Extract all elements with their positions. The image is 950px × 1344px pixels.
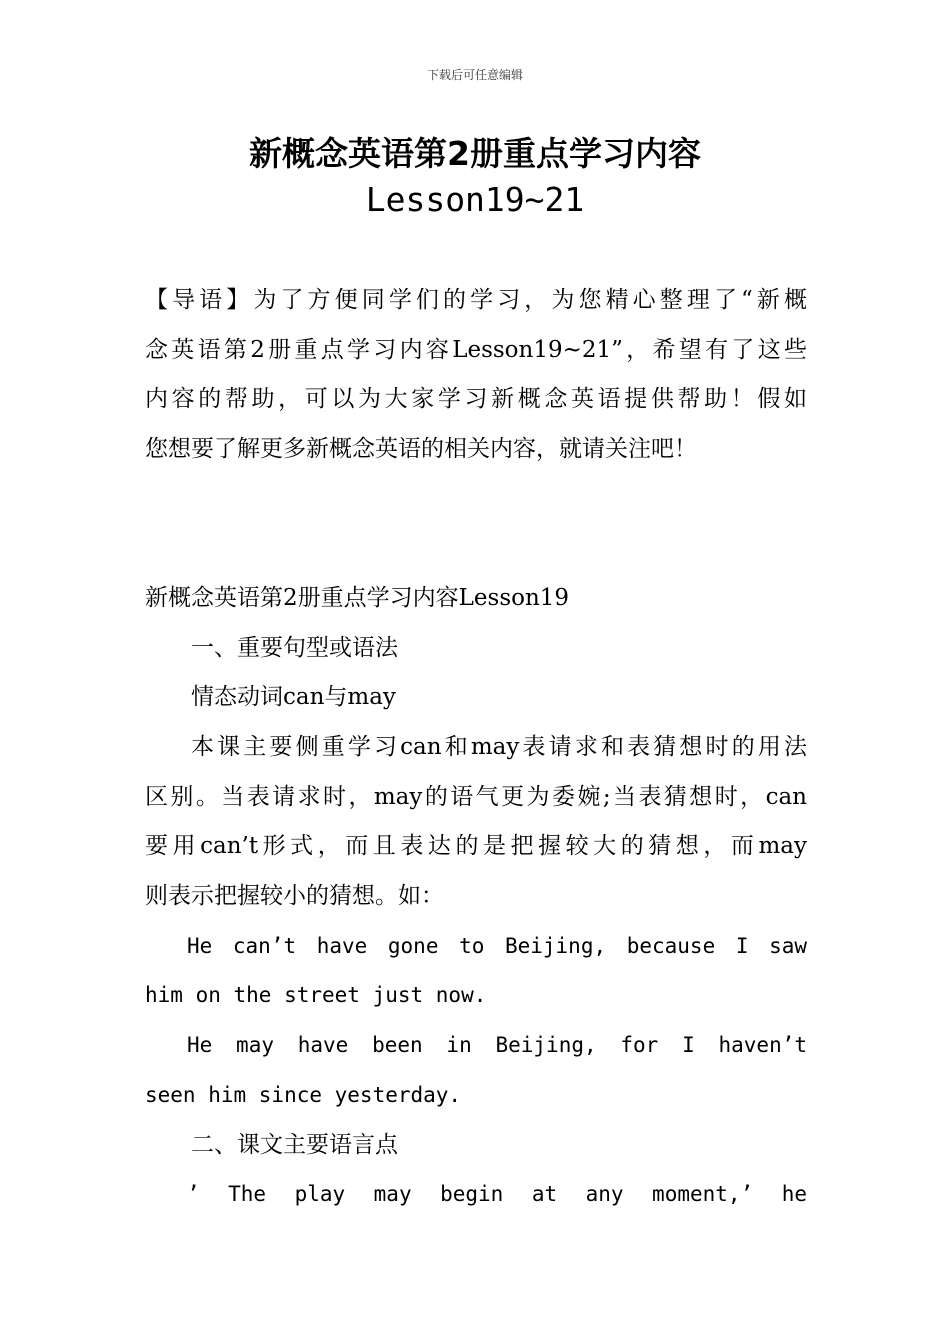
paragraph-line: 则表示把握较小的猜想。如：	[145, 883, 444, 910]
intro-line: 内容的帮助，可以为大家学习新概念英语提供帮助！假如	[145, 386, 807, 413]
document-body	[145, 276, 807, 1220]
header-note: 下载后可任意编辑	[426, 68, 523, 82]
heading-grammar: 一、重要句型或语法	[191, 634, 398, 661]
intro-line: 您想要了解更多新概念英语的相关内容，就请关注吧！	[145, 436, 697, 463]
intro-line: 【导语】为了方便同学们的学习，为您精心整理了“新概	[145, 287, 807, 313]
title-line-1: 新概念英语第2册重点学习内容	[249, 134, 701, 173]
example-sentence-line: He can’t have gone to Beijing, because I saw	[187, 933, 807, 958]
subheading-modal-verbs: 情态动词can与may	[191, 684, 396, 711]
spacer	[145, 475, 807, 574]
paragraph-line: 要用can’t形式，而且表达的是把握较大的猜想，而may	[145, 833, 807, 860]
example-sentence-line: seen him since yesterday.	[145, 1082, 462, 1107]
example-sentence-line: him on the street just now.	[145, 983, 487, 1008]
paragraph-line: 本课主要侧重学习can和may表请求和表猜想时的用法	[191, 733, 807, 760]
example-sentence-line: He may have been in Beijing, for I haven’t	[187, 1033, 807, 1058]
title-line-2: Lesson19~21	[365, 180, 585, 219]
intro-line: 念英语第2册重点学习内容Lesson19~21”，希望有了这些	[145, 336, 807, 363]
quote-line: ’ The play may begin at any moment,’ he	[187, 1182, 807, 1207]
heading-language-points: 二、课文主要语言点	[191, 1131, 398, 1158]
paragraph-line: 区别。当表请求时，may的语气更为委婉;当表猜想时，can	[145, 783, 807, 810]
section-title: 新概念英语第2册重点学习内容Lesson19	[145, 584, 570, 611]
